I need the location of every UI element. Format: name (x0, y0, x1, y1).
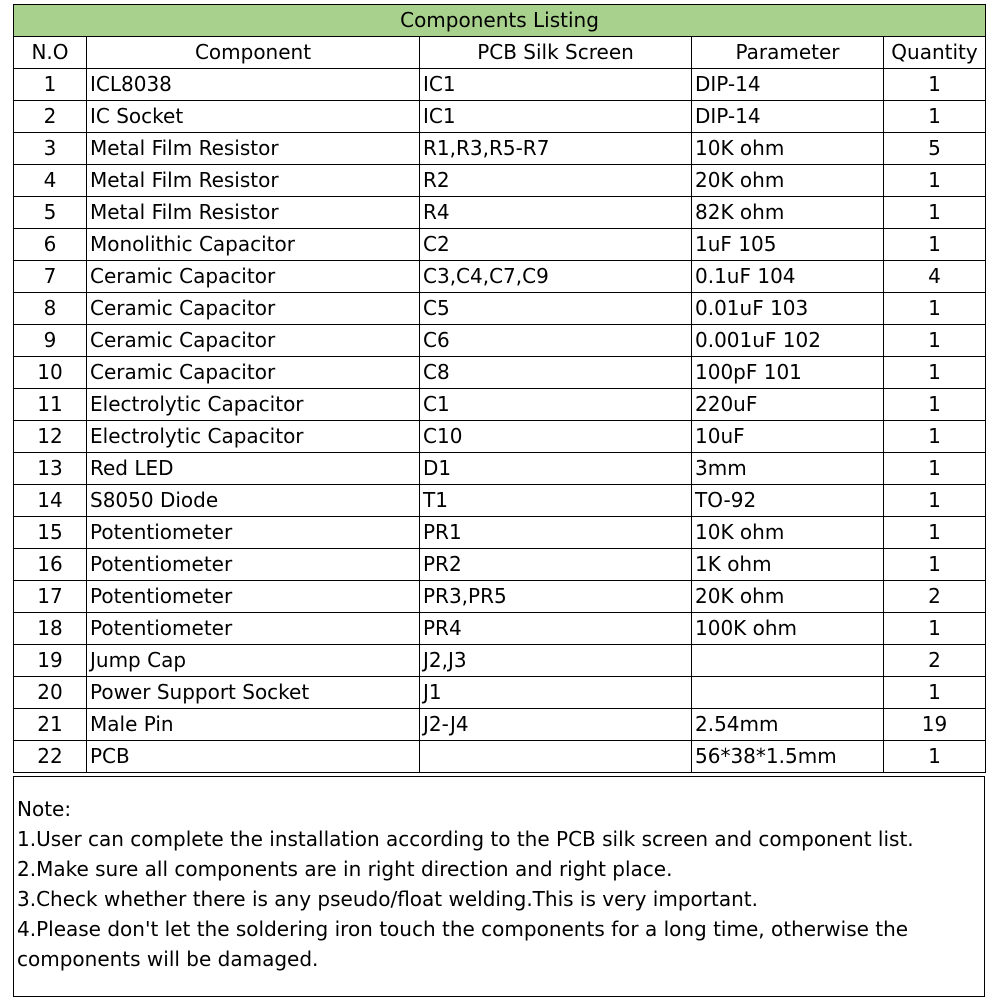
cell-no: 11 (14, 389, 87, 421)
table-row (14, 69, 986, 101)
cell-silk-screen: PR4 (420, 613, 692, 645)
cell-no: 22 (14, 741, 87, 773)
cell-no: 17 (14, 581, 87, 613)
cell-quantity: 1 (884, 741, 986, 773)
table-row (14, 101, 986, 133)
note-line: 4.Please don't let the soldering iron touch the components for a long time, otherwise the (17, 917, 909, 941)
cell-quantity: 1 (884, 613, 986, 645)
cell-component: S8050 Diode (87, 485, 420, 517)
note-line: 1.User can complete the installation according to the PCB silk screen and component list. (17, 827, 914, 851)
cell-no: 14 (14, 485, 87, 517)
cell-component: Electrolytic Capacitor (87, 389, 420, 421)
cell-component: Power Support Socket (87, 677, 420, 709)
note-line: 3.Check whether there is any pseudo/float welding.This is very important. (17, 887, 758, 911)
cell-silk-screen: PR3,PR5 (420, 581, 692, 613)
cell-quantity: 1 (884, 389, 986, 421)
cell-silk-screen: R4 (420, 197, 692, 229)
cell-quantity: 19 (884, 709, 986, 741)
cell-quantity: 1 (884, 357, 986, 389)
cell-quantity: 1 (884, 325, 986, 357)
cell-no: 16 (14, 549, 87, 581)
cell-component: Ceramic Capacitor (87, 325, 420, 357)
table-row (14, 293, 986, 325)
table-row (14, 709, 986, 741)
table-row (14, 357, 986, 389)
cell-component: Monolithic Capacitor (87, 229, 420, 261)
cell-no: 5 (14, 197, 87, 229)
cell-component: ICL8038 (87, 69, 420, 101)
cell-component: Metal Film Resistor (87, 197, 420, 229)
cell-silk-screen: J2,J3 (420, 645, 692, 677)
cell-quantity: 1 (884, 165, 986, 197)
cell-silk-screen: C3,C4,C7,C9 (420, 261, 692, 293)
note-line: 2.Make sure all components are in right direction and right place. (17, 857, 673, 881)
cell-quantity: 1 (884, 517, 986, 549)
cell-no: 20 (14, 677, 87, 709)
cell-component: Potentiometer (87, 517, 420, 549)
cell-component: Jump Cap (87, 645, 420, 677)
cell-no: 21 (14, 709, 87, 741)
cell-silk-screen (420, 741, 692, 773)
cell-no: 8 (14, 293, 87, 325)
cell-silk-screen: IC1 (420, 69, 692, 101)
table-row (14, 325, 986, 357)
table-row (14, 517, 986, 549)
cell-parameter: 0.001uF 102 (692, 325, 884, 357)
cell-parameter: 1K ohm (692, 549, 884, 581)
cell-quantity: 1 (884, 197, 986, 229)
cell-component: Electrolytic Capacitor (87, 421, 420, 453)
header-quantity: Quantity (884, 37, 986, 69)
header-no: N.O (14, 37, 87, 69)
cell-silk-screen: C2 (420, 229, 692, 261)
cell-parameter: 10K ohm (692, 517, 884, 549)
cell-quantity: 1 (884, 677, 986, 709)
table-row (14, 133, 986, 165)
cell-parameter: 10uF (692, 421, 884, 453)
header-row (14, 37, 986, 69)
table-row (14, 197, 986, 229)
cell-parameter: 3mm (692, 453, 884, 485)
table-row (14, 261, 986, 293)
cell-parameter: DIP-14 (692, 69, 884, 101)
cell-parameter: 0.01uF 103 (692, 293, 884, 325)
cell-component: Ceramic Capacitor (87, 357, 420, 389)
cell-quantity: 1 (884, 421, 986, 453)
table-row (14, 485, 986, 517)
table-body (14, 69, 986, 773)
cell-component: Potentiometer (87, 613, 420, 645)
cell-no: 9 (14, 325, 87, 357)
cell-quantity: 1 (884, 69, 986, 101)
cell-no: 6 (14, 229, 87, 261)
cell-quantity: 1 (884, 549, 986, 581)
cell-no: 7 (14, 261, 87, 293)
cell-silk-screen: R1,R3,R5-R7 (420, 133, 692, 165)
table-row (14, 453, 986, 485)
cell-parameter: 0.1uF 104 (692, 261, 884, 293)
title-row (14, 5, 986, 37)
table-row (14, 645, 986, 677)
cell-component: Metal Film Resistor (87, 165, 420, 197)
cell-silk-screen: C5 (420, 293, 692, 325)
cell-silk-screen: C1 (420, 389, 692, 421)
cell-quantity: 1 (884, 101, 986, 133)
cell-silk-screen: C10 (420, 421, 692, 453)
cell-parameter: 1uF 105 (692, 229, 884, 261)
note-box (13, 776, 985, 997)
cell-parameter: 82K ohm (692, 197, 884, 229)
cell-component: PCB (87, 741, 420, 773)
table-row (14, 229, 986, 261)
cell-component: Ceramic Capacitor (87, 261, 420, 293)
components-sheet (13, 4, 985, 773)
header-component: Component (87, 37, 420, 69)
table-title: Components Listing (14, 5, 986, 37)
cell-silk-screen: IC1 (420, 101, 692, 133)
cell-no: 15 (14, 517, 87, 549)
cell-component: Metal Film Resistor (87, 133, 420, 165)
table-row (14, 741, 986, 773)
cell-parameter (692, 677, 884, 709)
cell-no: 4 (14, 165, 87, 197)
table-row (14, 677, 986, 709)
cell-no: 2 (14, 101, 87, 133)
note-line: components will be damaged. (17, 947, 319, 971)
header-parameter: Parameter (692, 37, 884, 69)
cell-silk-screen: J1 (420, 677, 692, 709)
cell-no: 12 (14, 421, 87, 453)
cell-quantity: 1 (884, 453, 986, 485)
table-row (14, 165, 986, 197)
header-silk-screen: PCB Silk Screen (420, 37, 692, 69)
table-row (14, 581, 986, 613)
cell-component: Male Pin (87, 709, 420, 741)
note-heading: Note: (17, 797, 72, 821)
cell-no: 1 (14, 69, 87, 101)
cell-quantity: 2 (884, 581, 986, 613)
cell-quantity: 1 (884, 229, 986, 261)
cell-component: Ceramic Capacitor (87, 293, 420, 325)
cell-no: 19 (14, 645, 87, 677)
cell-silk-screen: R2 (420, 165, 692, 197)
cell-parameter: 20K ohm (692, 165, 884, 197)
cell-parameter: 100K ohm (692, 613, 884, 645)
cell-parameter: 2.54mm (692, 709, 884, 741)
cell-no: 13 (14, 453, 87, 485)
cell-silk-screen: T1 (420, 485, 692, 517)
cell-no: 10 (14, 357, 87, 389)
cell-silk-screen: D1 (420, 453, 692, 485)
cell-parameter: 100pF 101 (692, 357, 884, 389)
table-row (14, 549, 986, 581)
cell-no: 18 (14, 613, 87, 645)
table-row (14, 613, 986, 645)
cell-silk-screen: C8 (420, 357, 692, 389)
cell-quantity: 2 (884, 645, 986, 677)
cell-silk-screen: C6 (420, 325, 692, 357)
cell-parameter: 20K ohm (692, 581, 884, 613)
cell-parameter: 56*38*1.5mm (692, 741, 884, 773)
cell-no: 3 (14, 133, 87, 165)
table-row (14, 389, 986, 421)
cell-component: Potentiometer (87, 549, 420, 581)
components-table (13, 4, 986, 773)
cell-silk-screen: PR2 (420, 549, 692, 581)
cell-silk-screen: PR1 (420, 517, 692, 549)
cell-component: Red LED (87, 453, 420, 485)
table-row (14, 421, 986, 453)
cell-parameter: TO-92 (692, 485, 884, 517)
cell-component: IC Socket (87, 101, 420, 133)
cell-quantity: 4 (884, 261, 986, 293)
cell-component: Potentiometer (87, 581, 420, 613)
cell-quantity: 5 (884, 133, 986, 165)
cell-quantity: 1 (884, 485, 986, 517)
cell-quantity: 1 (884, 293, 986, 325)
cell-parameter: DIP-14 (692, 101, 884, 133)
cell-parameter (692, 645, 884, 677)
cell-parameter: 10K ohm (692, 133, 884, 165)
cell-parameter: 220uF (692, 389, 884, 421)
cell-silk-screen: J2-J4 (420, 709, 692, 741)
